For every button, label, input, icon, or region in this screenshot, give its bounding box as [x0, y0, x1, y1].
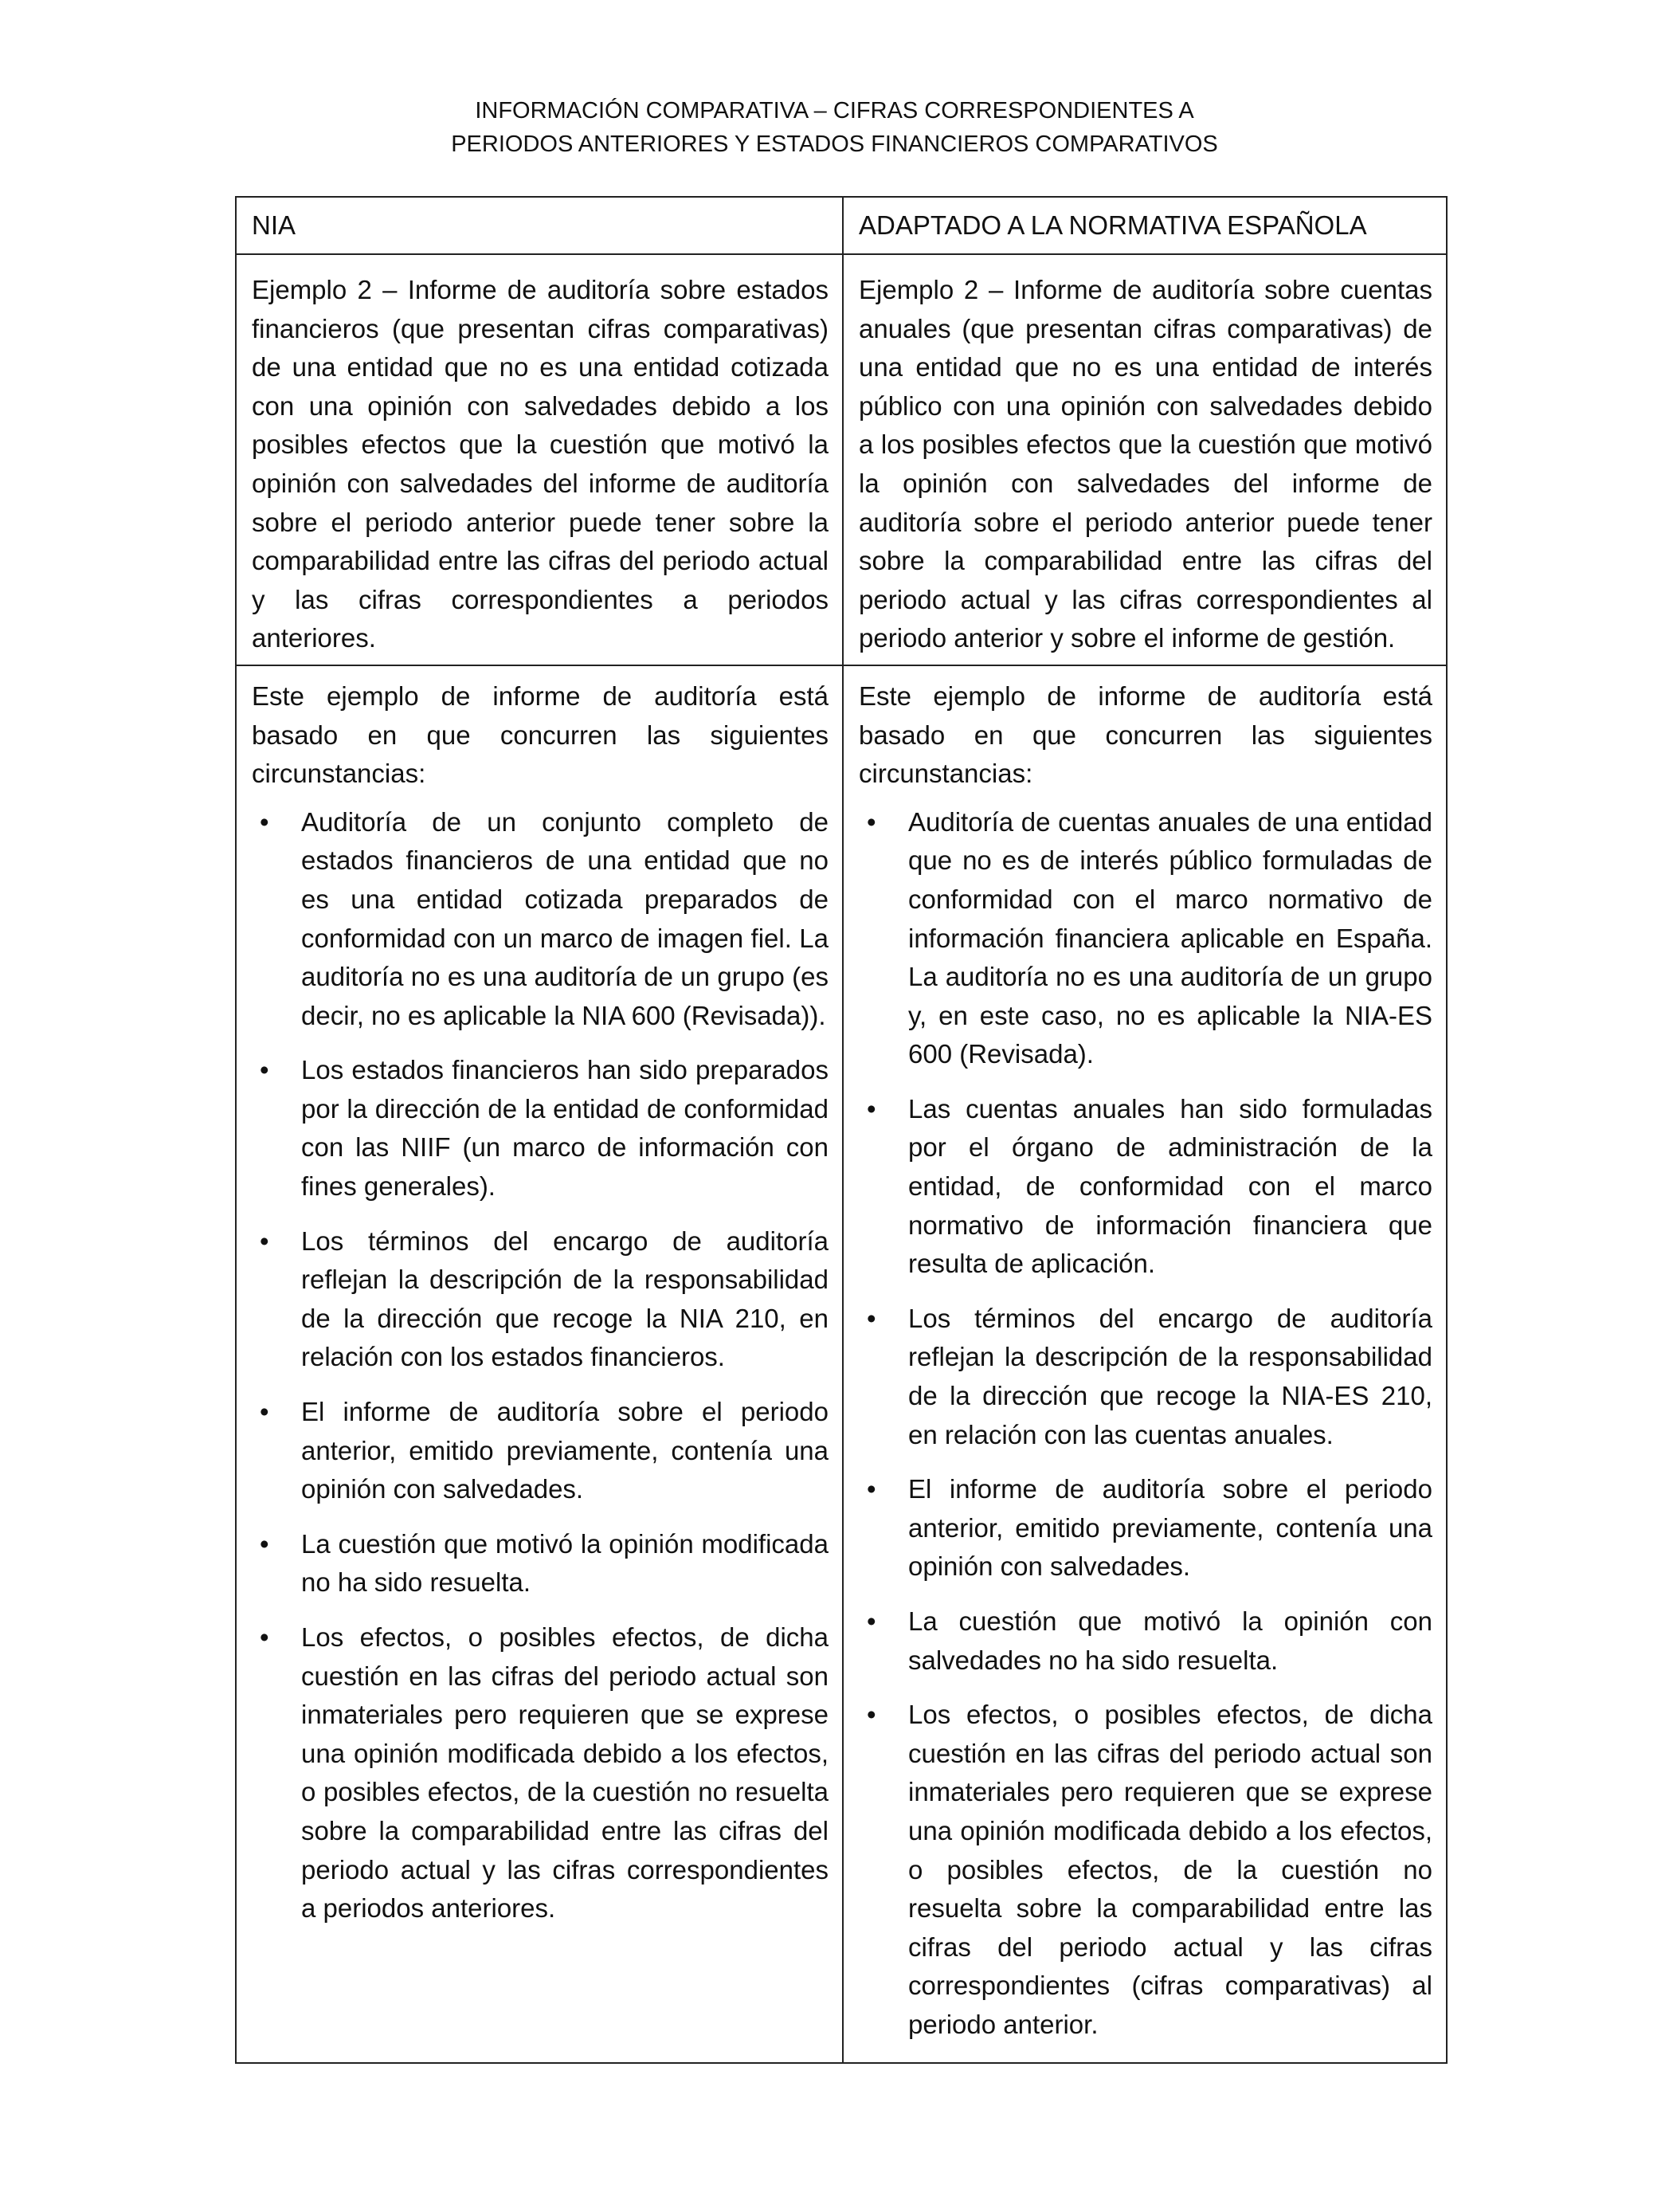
- list-item-text: Los efectos, o posibles efectos, de dicha cuestión en las cifras del periodo actual son inmateriales pero requieren que se exprese una opinión modificada debido a los efectos, o posibles efectos, de la cuestión no resuelta sobre la comparabilidad entre las cifras del periodo actual y las cifras correspondientes (cifras comparativas) al periodo anterior.: [908, 1700, 1432, 2039]
- bullet-icon: •: [260, 1528, 269, 1559]
- list-item-text: Los estados financieros han sido preparados por la dirección de la entidad de conformidad con las NIIF (un marco de información con fines generales).: [301, 1055, 829, 1202]
- bullet-icon: •: [867, 1606, 876, 1636]
- circumstances-list-es: [859, 803, 1432, 2045]
- list-item-text: La cuestión que motivó la opinión modificada no ha sido resuelta.: [301, 1528, 829, 1598]
- bullet-icon: •: [867, 806, 876, 837]
- comparison-table: [235, 196, 1448, 2064]
- circumstances-cell-nia: [236, 665, 843, 2063]
- circumstances-intro-es: Este ejemplo de informe de auditoría está basado en que concurren las siguientes circunstancias:: [859, 680, 1432, 789]
- circumstances-row: [236, 665, 1447, 2063]
- column-header-es: ADAPTADO A LA NORMATIVA ESPAÑOLA: [843, 197, 1447, 254]
- list-item-text: Los efectos, o posibles efectos, de dicha cuestión en las cifras del periodo actual son inmateriales pero requieren que se exprese una opinión modificada debido a los efectos, o posibles efectos, de la cuestión no resuelta sobre la comparabilidad entre las cifras del periodo actual y las cifras correspondientes a periodos anteriores.: [301, 1622, 829, 1924]
- list-item: [859, 1090, 1432, 1284]
- list-item-text: Auditoría de un conjunto completo de estados financieros de una entidad que no es una entidad cotizada preparados de conformidad con un marco de imagen fiel. La auditoría no es una auditoría de un grupo (es decir, no es aplicable la NIA 600 (Revisada)).: [301, 806, 829, 1030]
- list-item: [252, 1222, 829, 1377]
- circumstances-intro-nia: Este ejemplo de informe de auditoría está basado en que concurren las siguientes circunstancias:: [252, 680, 829, 789]
- header-row: [236, 197, 1447, 254]
- bullet-icon: •: [867, 1093, 876, 1124]
- document-title: [0, 94, 1669, 161]
- list-item: [252, 1393, 829, 1509]
- list-item: [859, 1602, 1432, 1680]
- list-item: [859, 803, 1432, 1074]
- example-title-es: Ejemplo 2 – Informe de auditoría sobre cuentas anuales (que presentan cifras comparativas) de una entidad que no es una entidad de interés público con una opinión con salvedades debido a los posibles efectos que la cuestión que motivó la opinión con salvedades del informe de auditoría sobre el periodo anterior puede tener sobre la comparabilidad entre las cifras del periodo actual y las cifras correspondientes al periodo anterior y sobre el informe de gestión.: [843, 254, 1447, 665]
- bullet-icon: •: [867, 1303, 876, 1333]
- bullet-icon: •: [260, 1622, 269, 1652]
- column-header-nia: NIA: [236, 197, 843, 254]
- bullet-icon: •: [260, 806, 269, 837]
- list-item: [859, 1696, 1432, 2044]
- list-item-text: La cuestión que motivó la opinión con salvedades no ha sido resuelta.: [908, 1606, 1432, 1675]
- bullet-icon: •: [260, 1226, 269, 1256]
- list-item-text: Auditoría de cuentas anuales de una entidad que no es de interés público formuladas de conformidad con el marco normativo de información financiera aplicable en España. La auditoría no es una auditoría de un grupo y, en este caso, no es aplicable la NIA-ES 600 (Revisada).: [908, 806, 1432, 1069]
- list-item: [252, 1051, 829, 1206]
- bullet-icon: •: [867, 1700, 876, 1730]
- list-item: [859, 1470, 1432, 1586]
- bullet-icon: •: [260, 1397, 269, 1427]
- example-title-nia: Ejemplo 2 – Informe de auditoría sobre estados financieros (que presentan cifras comparativas) de una entidad que no es una entidad cotizada con una opinión con salvedades debido a los posibles efectos que la cuestión que motivó la opinión con salvedades del informe de auditoría sobre el periodo anterior puede tener sobre la comparabilidad entre las cifras del periodo actual y las cifras correspondientes a periodos anteriores.: [236, 254, 843, 665]
- list-item-text: El informe de auditoría sobre el periodo anterior, emitido previamente, contenía una opinión con salvedades.: [301, 1397, 829, 1504]
- list-item-text: El informe de auditoría sobre el periodo anterior, emitido previamente, contenía una opinión con salvedades.: [908, 1474, 1432, 1582]
- circumstances-list-nia: [252, 803, 829, 1928]
- bullet-icon: •: [260, 1055, 269, 1085]
- list-item: [859, 1300, 1432, 1454]
- document-title-line-1: INFORMACIÓN COMPARATIVA – CIFRAS CORRESPONDIENTES A: [475, 98, 1194, 124]
- list-item-text: Las cuentas anuales han sido formuladas por el órgano de administración de la entidad, de conformidad con el marco normativo de información financiera que resulta de aplicación.: [908, 1093, 1432, 1279]
- list-item: [252, 1525, 829, 1602]
- document-title-line-2: PERIODOS ANTERIORES Y ESTADOS FINANCIEROS COMPARATIVOS: [451, 131, 1218, 157]
- title-row: [236, 254, 1447, 665]
- list-item-text: Los términos del encargo de auditoría reflejan la descripción de la responsabilidad de la dirección que recoge la NIA-ES 210, en relación con las cuentas anuales.: [908, 1303, 1432, 1449]
- bullet-icon: •: [867, 1474, 876, 1504]
- list-item: [252, 1618, 829, 1928]
- list-item: [252, 803, 829, 1036]
- list-item-text: Los términos del encargo de auditoría reflejan la descripción de la responsabilidad de la dirección que recoge la NIA 210, en relación con los estados financieros.: [301, 1226, 829, 1372]
- circumstances-cell-es: [843, 665, 1447, 2063]
